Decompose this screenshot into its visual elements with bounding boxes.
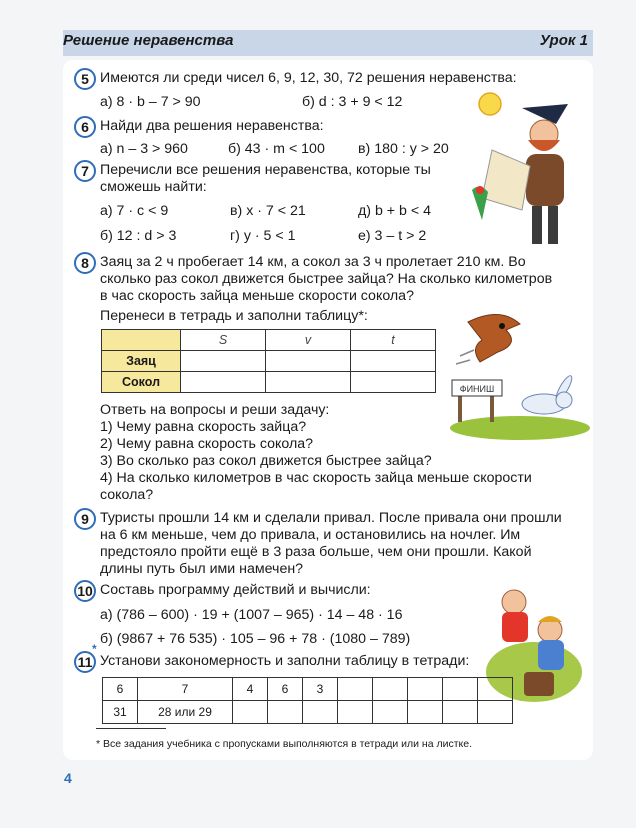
pattern-cell: 4 [233,678,268,701]
pirate-illustration [452,90,592,255]
task-5-a: а) 8 · b – 7 > 90 [100,94,201,110]
footnote-divider [96,728,166,729]
task-number-10: 10 [74,580,96,602]
page-number: 4 [64,770,72,786]
task-5-text: Имеются ли среди чисел 6, 9, 12, 30, 72 решения неравенства: [100,70,517,86]
table-col-s: S [181,330,266,351]
table-cell [351,372,436,393]
table-cell [351,351,436,372]
task-6-c: в) 180 : y > 20 [358,141,449,157]
finish-sign-text: ФИНИШ [459,384,495,394]
footnote: * Все задания учебника с пропусками выполняются в тетради или на листке. [96,738,473,750]
table-cell [266,351,351,372]
pattern-cell [478,678,513,701]
table-cell [181,372,266,393]
table-corner [102,330,181,351]
task-7-b: в) x · 7 < 21 [230,203,306,219]
pattern-cell: 6 [268,678,303,701]
pattern-cell [338,701,373,724]
task-9-line2: на 6 км меньше, чем до привала, и остановились на ночлег. Им [100,527,521,543]
pattern-cell [268,701,303,724]
pattern-cell [443,701,478,724]
table-row-falcon: Сокол [102,372,181,393]
task-number-6: 6 [74,116,96,138]
task-8-q4a: 4) На сколько километров в час скорость зайца меньше скорости [100,470,532,486]
task-8-questions-intro: Ответь на вопросы и реши задачу: [100,402,330,418]
task-number-5: 5 [74,68,96,90]
pattern-cell [408,701,443,724]
task-10-a: а) (786 – 600) · 19 + (1007 – 965) · 14 – 48 · 16 [100,607,403,623]
task-7-line1: Перечисли все решения неравенства, которые ты [100,162,431,178]
pattern-cell [338,678,373,701]
task-8-table [101,329,436,393]
pattern-cell [373,701,408,724]
task-9-line3: предстояло пройти ещё в 3 раза больше, чем они прошли. Какой [100,544,532,560]
table-row-hare: Заяц [102,351,181,372]
pattern-cell: 28 или 29 [138,701,233,724]
table-cell [181,351,266,372]
task-6-text: Найди два решения неравенства: [100,118,324,134]
table-col-v: v [266,330,351,351]
task-6-b: б) 43 · m < 100 [228,141,325,157]
task-8-line3: в час скорость зайца меньше скорости сокола? [100,288,414,304]
pattern-cell: 7 [138,678,233,701]
task-7-e: г) y · 5 < 1 [230,228,296,244]
task-10-b: б) (9867 + 76 535) · 105 – 96 + 78 · (1080 – 789) [100,631,411,647]
falcon-hare-illustration [440,300,590,440]
task-8-q2: 2) Чему равна скорость сокола? [100,436,314,452]
task-7-a: а) 7 · c < 9 [100,203,169,219]
pattern-cell: 31 [103,701,138,724]
task-8-line4: Перенеси в тетрадь и заполни таблицу*: [100,308,368,324]
task-9-line4: длины путь был ими намечен? [100,561,304,577]
task-5-b: б) d : 3 + 9 < 12 [302,94,403,110]
pattern-cell [373,678,408,701]
task-number-7: 7 [74,160,96,182]
task-8-q1: 1) Чему равна скорость зайца? [100,419,307,435]
pattern-cell: 6 [103,678,138,701]
pattern-cell [303,701,338,724]
task-number-11: 11 [74,651,96,673]
pattern-cell [233,701,268,724]
task-11-text: Установи закономерность и заполни таблицу в тетради: [100,653,470,669]
pattern-cell: 3 [303,678,338,701]
task-7-f: е) 3 – t > 2 [358,228,427,244]
pattern-cell [478,701,513,724]
pattern-cell [443,678,478,701]
pattern-cell [408,678,443,701]
task-9-line1: Туристы прошли 14 км и сделали привал. После привала они прошли [100,510,562,526]
task-7-line2: сможешь найти: [100,179,207,195]
table-cell [266,372,351,393]
task-8-q3: 3) Во сколько раз сокол движется быстрее зайца? [100,453,432,469]
task-number-9: 9 [74,508,96,530]
task-11-star: * [92,642,97,656]
task-number-8: 8 [74,252,96,274]
task-10-text: Составь программу действий и вычисли: [100,582,371,598]
task-11-table [102,677,513,724]
lesson-label: Урок 1 [539,32,588,49]
table-col-t: t [351,330,436,351]
task-7-d: б) 12 : d > 3 [100,228,177,244]
task-7-c: д) b + b < 4 [358,203,431,219]
page-title: Решение неравенства [63,32,234,49]
task-8-q4b: сокола? [100,487,154,503]
task-8-line1: Заяц за 2 ч пробегает 14 км, а сокол за 3 ч пролетает 210 км. Во [100,254,526,270]
task-8-line2: сколько раз сокол движется быстрее зайца? На сколько километров [100,271,553,287]
task-6-a: а) n – 3 > 960 [100,141,188,157]
